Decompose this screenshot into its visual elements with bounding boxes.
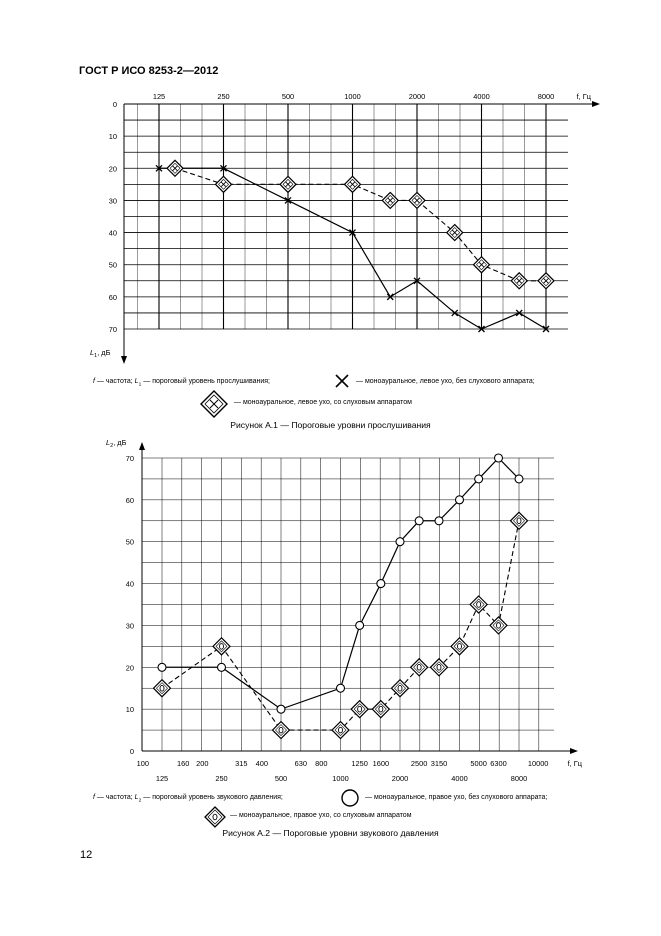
y-tick-label: 10: [108, 132, 117, 142]
x-tick-label: 1000: [344, 92, 361, 101]
circle-marker: [396, 538, 404, 546]
y-tick-label: 30: [125, 621, 134, 631]
x-tick-label-upper: 630: [294, 759, 308, 768]
x-diamond-marker: [216, 176, 232, 192]
figure2-caption: Рисунок А.2 — Пороговые уровни звукового давления: [222, 828, 439, 838]
y-tick-label: 40: [108, 228, 117, 238]
y-tick-label: 10: [125, 705, 134, 715]
x-diamond-marker: [474, 257, 490, 273]
o-diamond-marker: [392, 680, 409, 697]
x-tick-label: 2000: [408, 92, 426, 101]
circle-marker: [435, 517, 443, 525]
x-tick-label-lower: 125: [155, 774, 169, 783]
circle-marker: [218, 663, 226, 671]
x-diamond-marker: [538, 273, 554, 289]
x-axis-label: f, Гц: [567, 759, 582, 768]
y-tick-label: 60: [125, 495, 134, 505]
circle-marker: [456, 496, 464, 504]
x-tick-label-upper: 100: [136, 759, 150, 768]
x-tick-label-lower: 1000: [332, 774, 349, 783]
figure1-caption: Рисунок А.1 — Пороговые уровни прослушивания: [230, 420, 431, 430]
legend2-line1: f — частота; $L_2$ — пороговый уровень звукового давления;: [93, 794, 283, 804]
series-right-aided-line: [162, 521, 519, 730]
x-tick-label-upper: 6300: [490, 759, 507, 768]
x-tick-label-lower: 250: [215, 774, 228, 783]
circle-marker: [475, 475, 483, 483]
x-tick-label-upper: 1250: [351, 759, 368, 768]
x-tick-label: 500: [281, 92, 295, 101]
x-tick-label: 8000: [537, 92, 555, 101]
x-diamond-marker: [409, 192, 425, 208]
o-diamond-marker: [351, 701, 368, 718]
x-tick-label-upper: 160: [177, 759, 190, 768]
x-tick-label-upper: 10000: [527, 759, 549, 768]
legend1-series2-label: — моноауральное, левое ухо, со слуховым аппаратом: [234, 399, 412, 406]
x-diamond-marker: [511, 273, 527, 289]
document-header: ГОСТ Р ИСО 8253-2—2012: [79, 65, 219, 77]
x-tick-label: 250: [217, 92, 230, 101]
y-tick-label: 30: [108, 196, 117, 206]
x-tick-label-lower: 4000: [451, 774, 468, 783]
o-diamond-marker: [451, 638, 468, 655]
y-axis-label: $L_2$, дБ: [106, 438, 127, 449]
x-tick-label-lower: 2000: [391, 774, 409, 783]
o-diamond-marker: [511, 512, 528, 529]
o-diamond-marker: [213, 638, 230, 655]
y-tick-label: 20: [108, 164, 117, 174]
x-tick-label-upper: 315: [235, 759, 248, 768]
o-diamond-marker: [273, 722, 290, 739]
x-tick-label: 4000: [473, 92, 490, 101]
o-diamond-marker: [470, 596, 487, 613]
circle-marker: [515, 475, 523, 483]
legend1-line1: f — частота; $L_1$ — пороговый уровень прослушивания;: [93, 378, 270, 388]
y-tick-label: 70: [125, 454, 134, 463]
x-tick-label-upper: 1600: [372, 759, 390, 768]
x-tick-label-upper: 200: [196, 759, 209, 768]
circle-marker: [415, 517, 423, 525]
circle-marker: [337, 684, 345, 692]
legend1-x-diamond-icon: [199, 389, 229, 419]
x-axis-label: f, Гц: [576, 92, 591, 101]
x-tick-label-upper: 800: [315, 759, 328, 768]
circle-marker: [356, 621, 364, 629]
x-diamond-marker: [447, 225, 463, 241]
y-tick-label: 70: [108, 325, 117, 334]
o-diamond-marker: [411, 659, 428, 676]
y-tick-label: 0: [112, 100, 117, 109]
circle-marker: [277, 705, 285, 713]
legend1-series1-label: — моноауральное, левое ухо, без слухового аппарата;: [356, 378, 535, 385]
x-diamond-marker: [345, 176, 361, 192]
x-tick-label-lower: 500: [274, 774, 288, 783]
circle-marker: [494, 454, 502, 462]
x-tick-label-lower: 8000: [510, 774, 528, 783]
y-tick-label: 40: [125, 579, 134, 589]
x-axis-arrow: [592, 101, 600, 107]
legend2-o-diamond-icon: [204, 806, 226, 828]
x-tick-label-upper: 400: [255, 759, 269, 768]
chart-hearing-threshold-levels: [0, 0, 661, 380]
x-tick-label-upper: 5000: [470, 759, 487, 768]
circle-marker: [377, 580, 385, 588]
y-tick-label: 60: [108, 292, 117, 302]
x-diamond-marker: [280, 176, 296, 192]
circle-marker: [158, 663, 166, 671]
series-right-unaided-line: [162, 458, 519, 709]
x-axis-arrow: [570, 748, 578, 754]
page-number: 12: [80, 849, 93, 861]
o-diamond-marker: [154, 680, 171, 697]
legend2-circle-icon: [340, 788, 360, 808]
x-diamond-marker: [382, 192, 398, 208]
x-tick-label-upper: 2500: [410, 759, 428, 768]
legend2-series1-label: — моноауральное, правое ухо, без слухового аппарата;: [365, 794, 548, 801]
legend1-x-icon: [333, 372, 351, 390]
y-tick-label: 50: [108, 260, 117, 270]
y-tick-label: 20: [125, 663, 134, 673]
x-tick-label: 125: [152, 92, 166, 101]
y-axis-arrow: [139, 442, 145, 450]
y-axis-arrow: [121, 356, 127, 364]
y-tick-label: 50: [125, 537, 134, 547]
o-diamond-marker: [490, 617, 507, 634]
o-diamond-marker: [332, 722, 349, 739]
legend2-series2-label: — моноауральное, правое ухо, со слуховым аппаратом: [230, 812, 412, 819]
x-tick-label-upper: 3150: [430, 759, 448, 768]
y-tick-label: 0: [129, 747, 134, 756]
o-diamond-marker: [430, 659, 447, 676]
y-axis-label: $L_1$, дБ: [90, 348, 111, 359]
o-diamond-marker: [372, 701, 389, 718]
